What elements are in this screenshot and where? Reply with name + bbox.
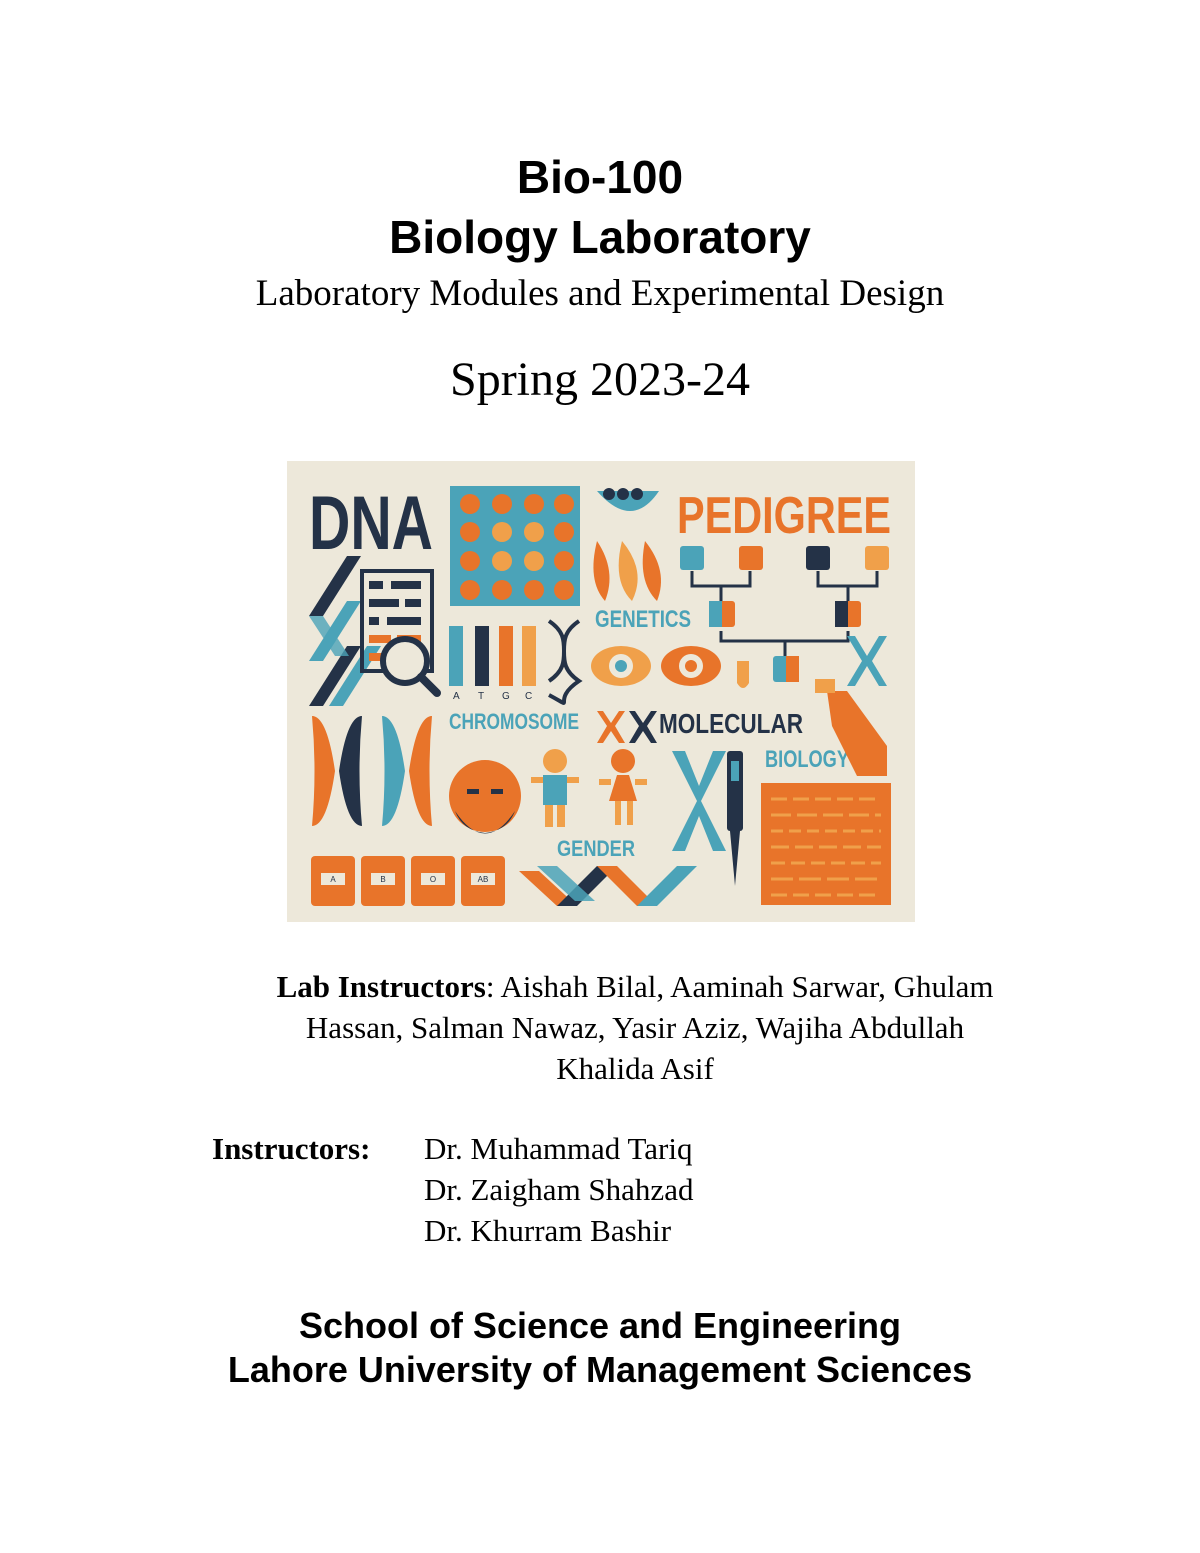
blood-type-a: A: [330, 875, 336, 884]
school-name: School of Science and Engineering: [298, 1305, 902, 1346]
pedigree-label: PEDIGREE: [677, 487, 891, 545]
lab-instructors-block: [210, 966, 1060, 1089]
course-title: Biology Laboratory: [389, 211, 811, 263]
blood-type-ab: AB: [477, 875, 489, 884]
lab-instructors-names-1: Aishah Bilal, Aaminah Sarwar, Ghulam: [494, 969, 994, 1004]
chromosome-label: CHROMOSOME: [449, 709, 579, 734]
dot-grid-panel: [450, 486, 580, 606]
lab-instructors-separator: :: [485, 969, 495, 1004]
lab-instructors-line-1: [210, 966, 1060, 1007]
atgc-label-g: G: [502, 691, 510, 702]
biology-label: BIOLOGY: [765, 746, 849, 773]
blood-type-b: B: [380, 875, 386, 884]
dna-label: DNA: [309, 481, 433, 566]
gender-label: GENDER: [557, 836, 636, 861]
test-tube-icon: [737, 661, 749, 688]
course-subtitle: Laboratory Modules and Experimental Design: [255, 273, 945, 314]
atgc-label-a: A: [453, 691, 460, 702]
instructor-name: Dr. Khurram Bashir: [424, 1213, 672, 1248]
lab-instructors-label: Lab Instructors: [276, 969, 486, 1004]
molecular-label: MOLECULAR: [659, 708, 803, 739]
biology-cover-illustration: [287, 461, 915, 922]
atgc-label-c: C: [525, 691, 533, 702]
instructor-name: Dr. Muhammad Tariq: [424, 1131, 693, 1166]
instructor-name: Dr. Zaigham Shahzad: [424, 1172, 694, 1207]
gel-document-block: [761, 783, 891, 905]
term: Spring 2023-24: [450, 353, 750, 406]
genetics-label: GENETICS: [595, 606, 691, 633]
instructors-label: Instructors:: [212, 1131, 371, 1166]
lab-instructors-names-2: Hassan, Salman Nawaz, Yasir Aziz, Wajiha Abdullah: [305, 1010, 965, 1045]
blood-type-o: O: [429, 875, 437, 884]
lab-instructors-names-3: Khalida Asif: [556, 1051, 714, 1086]
university-name: Lahore University of Management Sciences: [227, 1349, 973, 1390]
atgc-label-t: T: [478, 691, 485, 702]
course-code: Bio-100: [516, 151, 684, 203]
